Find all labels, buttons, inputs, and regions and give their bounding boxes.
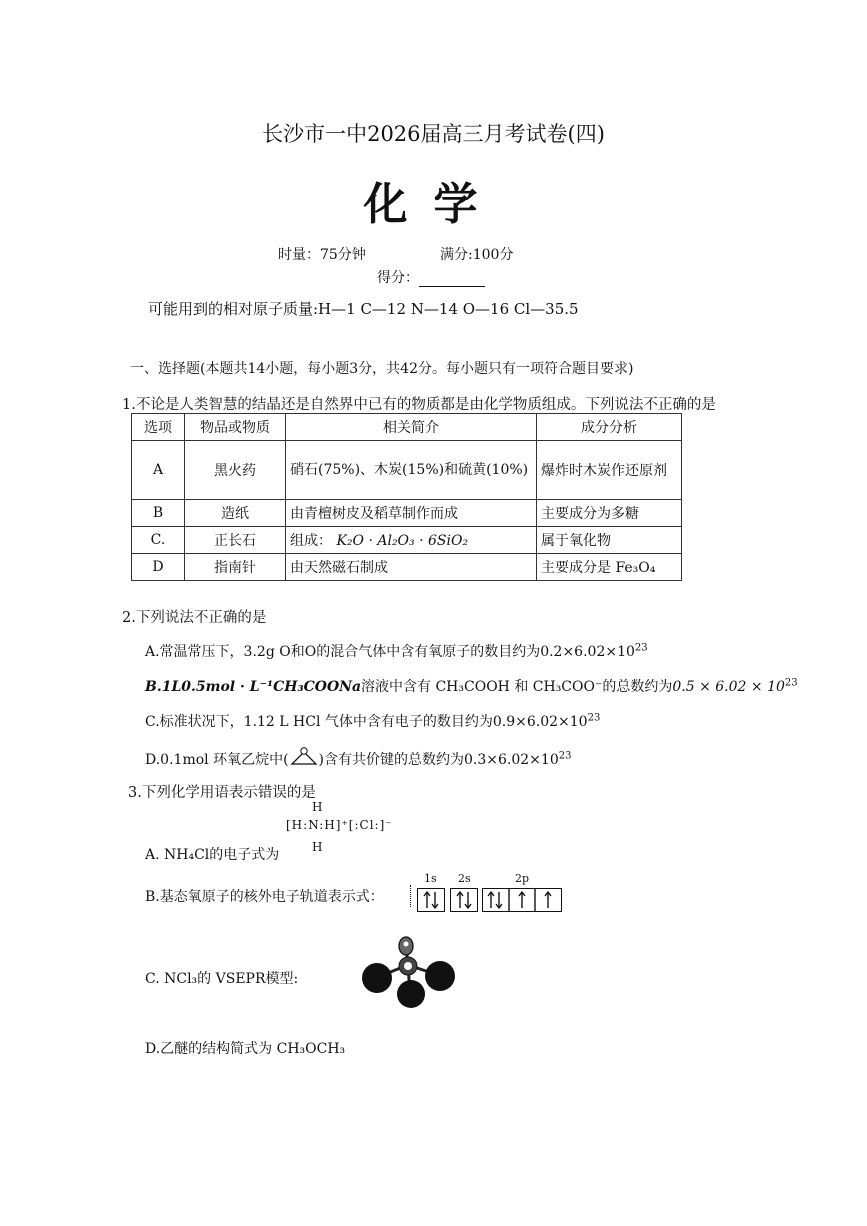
option-text: C.标准状况下，1.12 L HCl 气体中含有电子的数目约为0.9×6.02×10: [145, 714, 588, 730]
table-row: [132, 554, 682, 581]
question-2-option-b: [145, 676, 798, 696]
intro-label: 组成：: [290, 533, 332, 549]
nh4cl-electron-formula: [H:N:H]⁺[:Cl:]⁻: [286, 818, 393, 832]
table-cell: 主要成分是 Fe₃O₄: [537, 554, 682, 581]
electron-h-top: H: [312, 800, 323, 814]
option-text: 0.5 × 6.02 × 10: [672, 679, 785, 695]
orbital-marker: [410, 885, 417, 907]
table-cell: 由天然磁石制成: [286, 554, 537, 581]
table-cell: 属于氧化物: [537, 527, 682, 554]
question-3-option-d: D.乙醚的结构简式为 CH₃OCH₃: [145, 1041, 346, 1057]
question-3-stem: 3.下列化学用语表示错误的是: [128, 785, 316, 801]
table-header: 相关简介: [286, 414, 537, 441]
question-2-option-a: [145, 641, 648, 661]
exponent: 23: [587, 712, 601, 724]
exponent: 23: [634, 642, 648, 654]
question-3-option-b: B.基态氧原子的核外电子轨道表示式：: [145, 889, 384, 905]
table-cell: D: [132, 554, 185, 581]
table-cell: [286, 527, 537, 554]
option-text: D.0.1mol 环氧乙烷中(: [145, 752, 289, 768]
table-cell: 造纸: [185, 500, 286, 527]
table-row: [132, 527, 682, 554]
up-down-arrows-icon: [418, 889, 444, 911]
table-row: [132, 441, 682, 500]
orbital-label-1s: 1s: [424, 872, 437, 885]
orbital-box-2p: [482, 888, 562, 912]
option-text: B.1L0.5mol · L⁻¹CH₃COONa: [145, 679, 362, 695]
question-3-option-a: A. NH₄Cl的电子式为: [145, 847, 280, 863]
option-text: A.常温常压下，3.2g O和O的混合气体中含有氧原子的数目约为0.2×6.02×10: [145, 644, 635, 660]
exam-title: 长沙市一中2026届高三月考试卷(四): [262, 122, 605, 146]
electron-h-bottom: H: [312, 840, 323, 854]
up-down-arrows-icon: [451, 889, 477, 911]
section-heading: 一、选择题(本题共14小题，每小题3分，共42分。每小题只有一项符合题目要求): [130, 361, 634, 377]
vsepr-model-icon: [358, 935, 458, 1010]
option-text: )含有共价键的总数约为0.3×6.02×10: [318, 752, 559, 768]
table-cell: 指南针: [185, 554, 286, 581]
formula: K₂O · Al₂O₃ · 6SiO₂: [336, 533, 469, 549]
question-1-stem: 1.不论是人类智慧的结晶还是自然界中已有的物质都是由化学物质组成。下列说法不正确的是: [122, 397, 716, 413]
orbital-box-2s: [450, 888, 478, 912]
subject-title: 化学: [363, 179, 504, 230]
table-header-row: [132, 414, 682, 441]
p-orbital-arrows-icon: [483, 889, 561, 911]
score-blank: [419, 272, 485, 287]
exam-time: 时量：75分钟: [278, 247, 366, 263]
table-cell: 黑火药: [185, 441, 286, 500]
option-text: 溶液中含有 CH₃COOH 和 CH₃COO⁻的总数约为: [361, 679, 673, 695]
exponent: 23: [784, 677, 798, 689]
table-cell: 主要成分为多糖: [537, 500, 682, 527]
table-cell: A: [132, 441, 185, 500]
score-label: 得分：: [377, 270, 419, 286]
question-2-stem: 2.下列说法不正确的是: [122, 610, 267, 626]
score-field: [377, 267, 485, 287]
table-header: 选项: [132, 414, 185, 441]
table-cell: 爆炸时木炭作还原剂: [537, 441, 682, 500]
table-header: 物品或物质: [185, 414, 286, 441]
table-cell: 由青檀树皮及稻草制作而成: [286, 500, 537, 527]
table-cell: 正长石: [185, 527, 286, 554]
table-cell: 硝石(75%)、木炭(15%)和硫黄(10%): [286, 441, 537, 500]
orbital-box-1s: [417, 888, 445, 912]
orbital-label-2s: 2s: [458, 872, 471, 885]
atomic-masses: 可能用到的相对原子质量:H—1 C—12 N—14 O—16 Cl—35.5: [148, 300, 579, 318]
question-1-table: [131, 413, 682, 581]
epoxide-ring-icon: [289, 746, 319, 768]
question-2-option-d: [145, 746, 571, 769]
full-score: 满分:100分: [440, 247, 514, 263]
question-2-option-c: [145, 711, 600, 731]
exponent: 23: [558, 750, 572, 762]
table-cell: C.: [132, 527, 185, 554]
orbital-label-2p: 2p: [515, 872, 530, 885]
question-3-option-c: C. NCl₃的 VSEPR模型:: [145, 971, 299, 987]
table-header: 成分分析: [537, 414, 682, 441]
table-cell: B: [132, 500, 185, 527]
table-row: [132, 500, 682, 527]
